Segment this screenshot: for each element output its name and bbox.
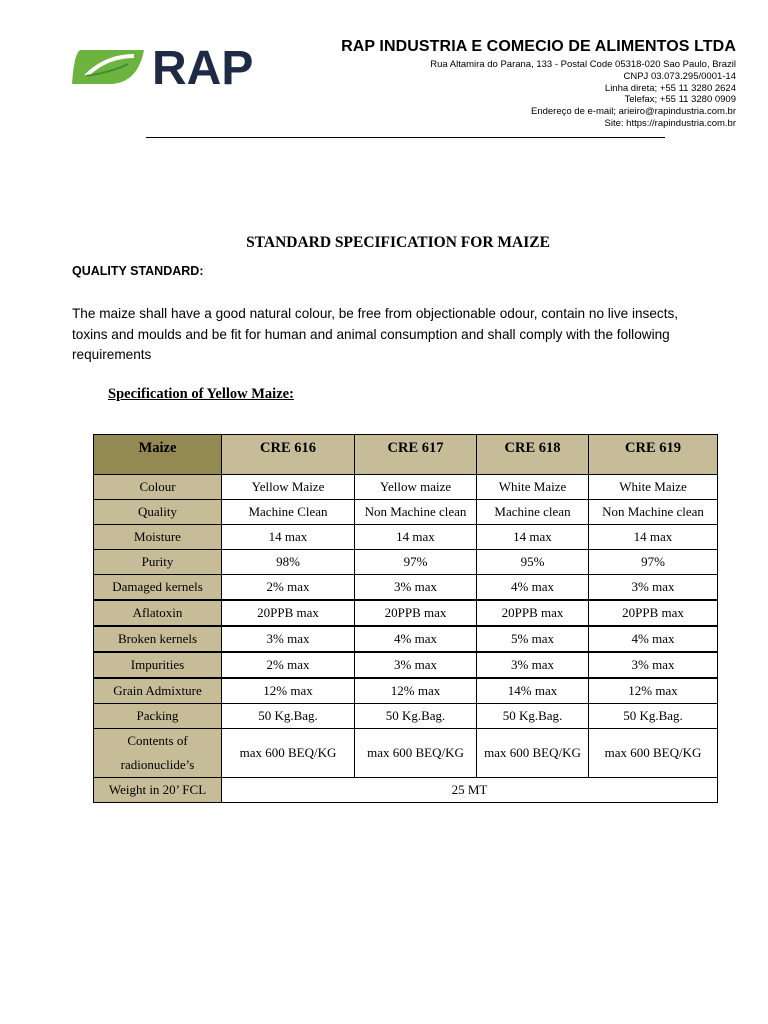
header-cell: CRE 618 [477, 435, 589, 475]
table-cell: 97% [589, 550, 718, 575]
table-cell: White Maize [477, 475, 589, 500]
table-row [94, 500, 718, 525]
row-label: Aflatoxin [94, 600, 222, 626]
table-cell: Yellow Maize [222, 475, 355, 500]
table-cell: 2% max [222, 575, 355, 601]
company-info [341, 38, 736, 130]
intro-line: The maize shall have a good natural colour, be free from objectionable odour, contain no live insects, [72, 306, 679, 321]
table-cell: 12% max [222, 678, 355, 704]
table-cell: Non Machine clean [355, 500, 477, 525]
table-row [94, 678, 718, 704]
row-label: Broken kernels [94, 626, 222, 652]
row-label: Packing [94, 704, 222, 729]
row-label: Quality [94, 500, 222, 525]
table-cell: Non Machine clean [589, 500, 718, 525]
table-cell: max 600 BEQ/KG [589, 729, 718, 778]
intro-line: requirements [72, 347, 152, 362]
header-cell: CRE 619 [589, 435, 718, 475]
company-site: Site: https://rapindustria.com.br [604, 117, 736, 129]
table-cell: 12% max [355, 678, 477, 704]
table-body [94, 475, 718, 803]
table-cell: max 600 BEQ/KG [355, 729, 477, 778]
table-cell: Machine clean [477, 500, 589, 525]
table-row [94, 475, 718, 500]
table-cell: 14 max [477, 525, 589, 550]
row-label: Moisture [94, 525, 222, 550]
company-email: Endereço de e-mail; arieiro@rapindustria.com.br [530, 106, 736, 118]
intro-paragraph [72, 304, 712, 366]
spec-table [93, 434, 718, 803]
quality-heading: QUALITY STANDARD: [72, 264, 204, 278]
row-label: Colour [94, 475, 222, 500]
table-row-weight [94, 778, 718, 803]
row-label: Contents of radionuclide’s [94, 729, 222, 778]
table-cell: 14% max [477, 678, 589, 704]
table-row [94, 600, 718, 626]
row-label: Damaged kernels [94, 575, 222, 601]
table-cell: 14 max [589, 525, 718, 550]
table-cell: 3% max [589, 575, 718, 601]
leaf-icon [72, 50, 144, 84]
table-header-row [94, 435, 718, 475]
table-cell: 3% max [477, 652, 589, 678]
table-cell: 5% max [477, 626, 589, 652]
table-cell: 4% max [355, 626, 477, 652]
weight-value: 25 MT [222, 778, 718, 803]
table-cell: 20PPB max [355, 600, 477, 626]
logo-wordmark: RAP [152, 44, 254, 90]
table-row [94, 729, 718, 778]
table-cell: 14 max [222, 525, 355, 550]
header-cell: CRE 617 [355, 435, 477, 475]
table-cell: Machine Clean [222, 500, 355, 525]
table-cell: 20PPB max [589, 600, 718, 626]
table-cell: 20PPB max [477, 600, 589, 626]
company-name: RAP INDUSTRIA E COMECIO DE ALIMENTOS LTDA [341, 38, 736, 55]
table-cell: 50 Kg.Bag. [355, 704, 477, 729]
company-phone: Linha direta; +55 11 3280 2624 [604, 82, 736, 94]
table-cell: White Maize [589, 475, 718, 500]
table-cell: 50 Kg.Bag. [477, 704, 589, 729]
table-cell: 3% max [355, 575, 477, 601]
table-cell: 20PPB max [222, 600, 355, 626]
row-label: Grain Admixture [94, 678, 222, 704]
table-cell: 12% max [589, 678, 718, 704]
table-cell: 3% max [355, 652, 477, 678]
table-cell: 3% max [589, 652, 718, 678]
table-cell: max 600 BEQ/KG [477, 729, 589, 778]
row-label: Impurities [94, 652, 222, 678]
table-cell: Yellow maize [355, 475, 477, 500]
header-cell: CRE 616 [222, 435, 355, 475]
table-cell: 97% [355, 550, 477, 575]
table-cell: 50 Kg.Bag. [589, 704, 718, 729]
table-cell: 4% max [477, 575, 589, 601]
table-cell: 3% max [222, 626, 355, 652]
rap-logo [72, 44, 254, 90]
table-cell: 50 Kg.Bag. [222, 704, 355, 729]
spec-heading: Specification of Yellow Maize: [108, 386, 294, 402]
table-row [94, 626, 718, 652]
table-cell: max 600 BEQ/KG [222, 729, 355, 778]
table-row [94, 575, 718, 601]
intro-line: toxins and moulds and be fit for human and animal consumption and shall comply with the following [72, 326, 670, 342]
table-cell: 2% max [222, 652, 355, 678]
table-row [94, 704, 718, 729]
header-divider [146, 137, 665, 138]
table-row [94, 652, 718, 678]
table-cell: 4% max [589, 626, 718, 652]
row-label: Purity [94, 550, 222, 575]
company-telefax: Telefax; +55 11 3280 0909 [624, 94, 736, 106]
company-address: Rua Altamira do Parana, 133 - Postal Code 05318-020 Sao Paulo, Brazil [430, 59, 736, 70]
company-cnpj: CNPJ 03.073.295/0001-14 [623, 70, 736, 82]
table-cell: 14 max [355, 525, 477, 550]
header-cell: Maize [94, 435, 222, 475]
table-cell: 98% [222, 550, 355, 575]
table-cell: 95% [477, 550, 589, 575]
row-label: Weight in 20’ FCL [94, 778, 222, 803]
table-row [94, 525, 718, 550]
table-row [94, 550, 718, 575]
document-title: STANDARD SPECIFICATION FOR MAIZE [246, 234, 550, 251]
